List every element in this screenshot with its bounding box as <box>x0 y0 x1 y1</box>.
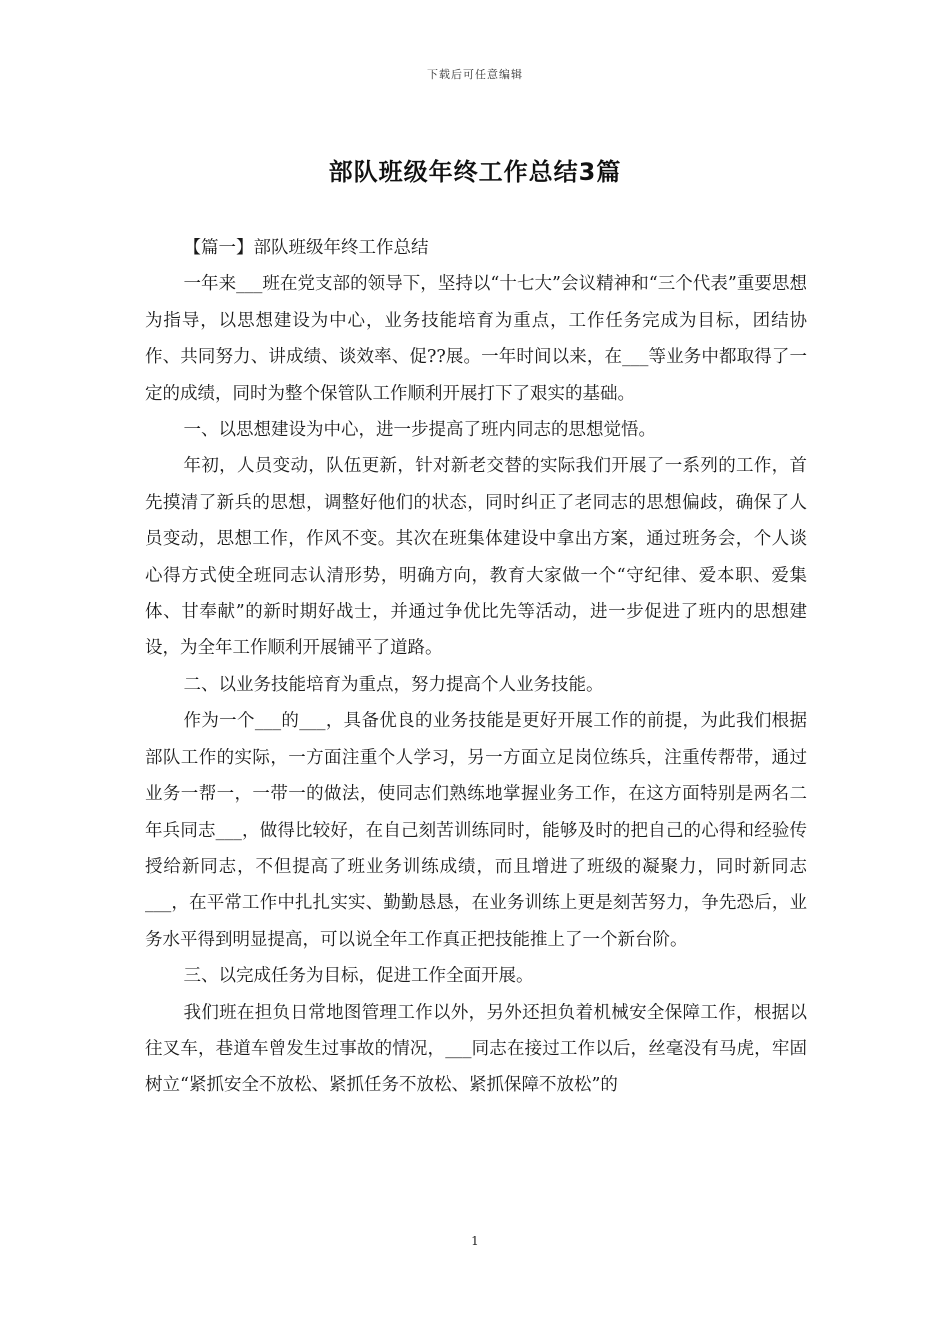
section-heading-3: 三、以完成任务为目标，促进工作全面开展。 <box>183 966 534 987</box>
section-3-paragraph: 我们班在担负日常地图管理工作以外，另外还担负着机械安全保障工作，根据以往叉车，巷道车曾发生过事故的情况，___同志在接过工作以后，丝毫没有马虎，牢固树立“紧抓安全不放松、紧抓任务不放松、紧抓保障不放松”的 <box>145 1002 807 1096</box>
section-heading-2: 二、以业务技能培育为重点，努力提高个人业务技能。 <box>183 674 604 695</box>
section-1-paragraph: 年初，人员变动，队伍更新，针对新老交替的实际我们开展了一系列的工作，首先摸清了新兵的思想，调整好他们的状态，同时纠正了老同志的思想偏歧，确保了人员变动，思想工作，作风不变。其次在班集体建设中拿出方案，通过班务会，个人谈心得方式使全班同志认清形势，明确方向，教育大家做一个“守纪律、爱本职、爱集体、甘奉献”的新时期好战士，并通过争优比先等活动，进一步促进了班内的思想建设，为全年工作顺利开展铺平了道路。 <box>145 456 807 659</box>
header-note: 下载后可任意编辑 <box>427 68 523 81</box>
section-heading-part-one: 【篇一】部队班级年终工作总结 <box>183 238 429 258</box>
document-title: 部队班级年终工作总结3篇 <box>328 158 622 186</box>
document-body <box>145 230 807 1104</box>
intro-paragraph: 一年来___班在党支部的领导下，坚持以“十七大”会议精神和“三个代表”重要思想为指导，以思想建设为中心，业务技能培育为重点，工作任务完成为目标，团结协作、共同努力、讲成绩、谈效率、促??展。一年时间以来，在___等业务中都取得了一定的成绩，同时为整个保管队工作顺利开展打下了艰实的基础。 <box>145 274 807 404</box>
section-heading-1: 一、以思想建设为中心，进一步提高了班内同志的思想觉悟。 <box>183 420 656 441</box>
page-number: 1 <box>471 1234 479 1248</box>
section-2-paragraph: 作为一个___的___，具备优良的业务技能是更好开展工作的前提，为此我们根据部队工作的实际，一方面注重个人学习，另一方面立足岗位练兵，注重传帮带，通过业务一帮一，一带一的做法，使同志们熟练地掌握业务工作，在这方面特别是两名二年兵同志___，做得比较好，在自己刻苦训练同时，能够及时的把自己的心得和经验传授给新同志，不但提高了班业务训练成绩，而且增进了班级的凝聚力，同时新同志___，在平常工作中扎扎实实、勤勤恳恳，在业务训练上更是刻苦努力，争先恐后，业务水平得到明显提高，可以说全年工作真正把技能推上了一个新台阶。 <box>145 711 807 950</box>
